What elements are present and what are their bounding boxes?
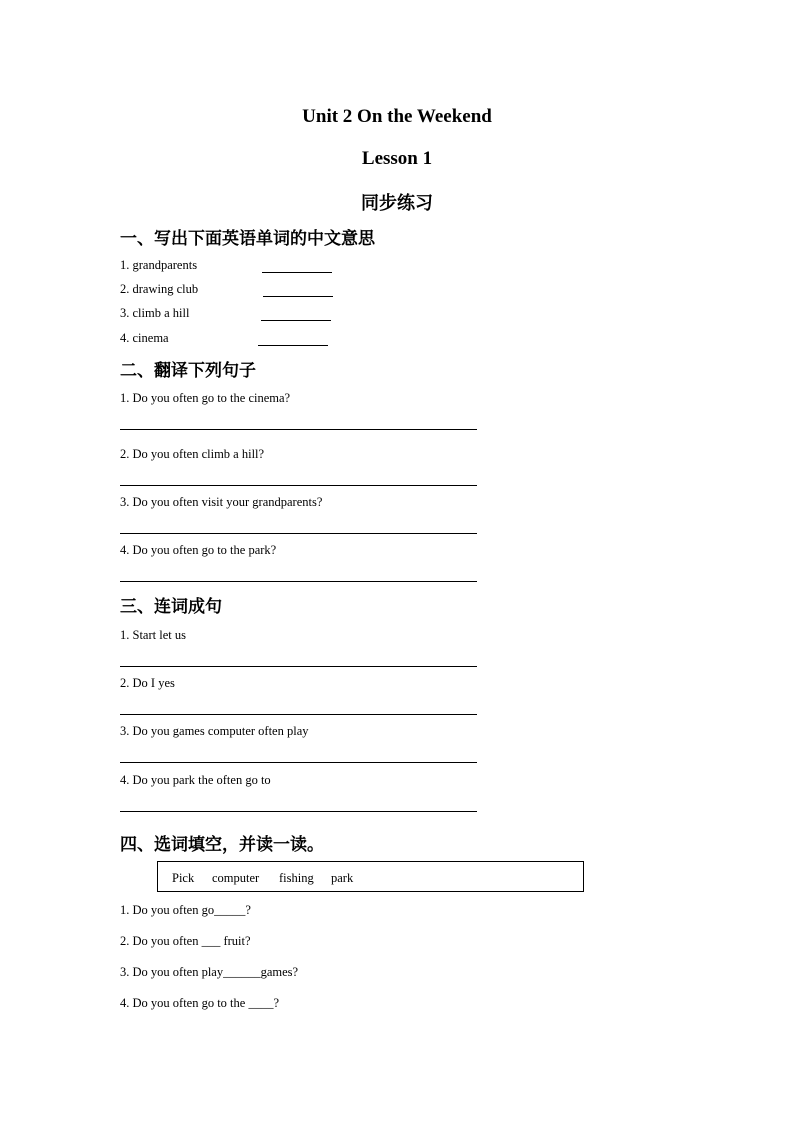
translate-item: 2. Do you often climb a hill? (120, 447, 265, 461)
word-bank (157, 861, 584, 892)
section-3-heading: 三、连词成句 (120, 597, 222, 617)
vocab-blank[interactable] (261, 320, 331, 321)
sentence-item: 2. Do I yes (120, 676, 175, 690)
section-4-heading: 四、选词填空，并读一读。 (120, 835, 324, 855)
section-1-heading: 一、写出下面英语单词的中文意思 (120, 229, 375, 249)
sentence-item: 4. Do you park the often go to (120, 773, 271, 787)
vocab-item: 3. climb a hill (120, 306, 190, 320)
vocab-item: 4. cinema (120, 331, 169, 345)
translate-item: 3. Do you often visit your grandparents? (120, 495, 323, 509)
answer-line[interactable] (120, 762, 477, 763)
vocab-item: 2. drawing club (120, 282, 199, 296)
word-bank-item: Pick (172, 871, 195, 885)
answer-line[interactable] (120, 485, 477, 486)
word-bank-item: park (331, 871, 354, 885)
vocab-blank[interactable] (258, 345, 328, 346)
answer-line[interactable] (120, 581, 477, 582)
fill-blank-item: 3. Do you often play______games? (120, 965, 299, 979)
answer-line[interactable] (120, 666, 477, 667)
vocab-blank[interactable] (263, 296, 333, 297)
translate-item: 1. Do you often go to the cinema? (120, 391, 291, 405)
word-bank-item: fishing (279, 871, 314, 885)
translate-item: 4. Do you often go to the park? (120, 543, 277, 557)
fill-blank-item: 2. Do you often ___ fruit? (120, 934, 251, 948)
sentence-item: 3. Do you games computer often play (120, 724, 309, 738)
vocab-item: 1. grandparents (120, 258, 198, 272)
fill-blank-item: 1. Do you often go_____? (120, 903, 251, 917)
answer-line[interactable] (120, 533, 477, 534)
answer-line[interactable] (120, 811, 477, 812)
word-bank-item: computer (212, 871, 260, 885)
fill-blank-item: 4. Do you often go to the ____? (120, 996, 280, 1010)
answer-line[interactable] (120, 429, 477, 430)
lesson-title: Lesson 1 (361, 148, 433, 169)
vocab-blank[interactable] (262, 272, 332, 273)
section-2-heading: 二、翻译下列句子 (120, 361, 256, 381)
page-title: Unit 2 On the Weekend (302, 106, 492, 127)
answer-line[interactable] (120, 714, 477, 715)
sentence-item: 1. Start let us (120, 628, 186, 642)
page-subtitle: 同步练习 (361, 193, 433, 214)
